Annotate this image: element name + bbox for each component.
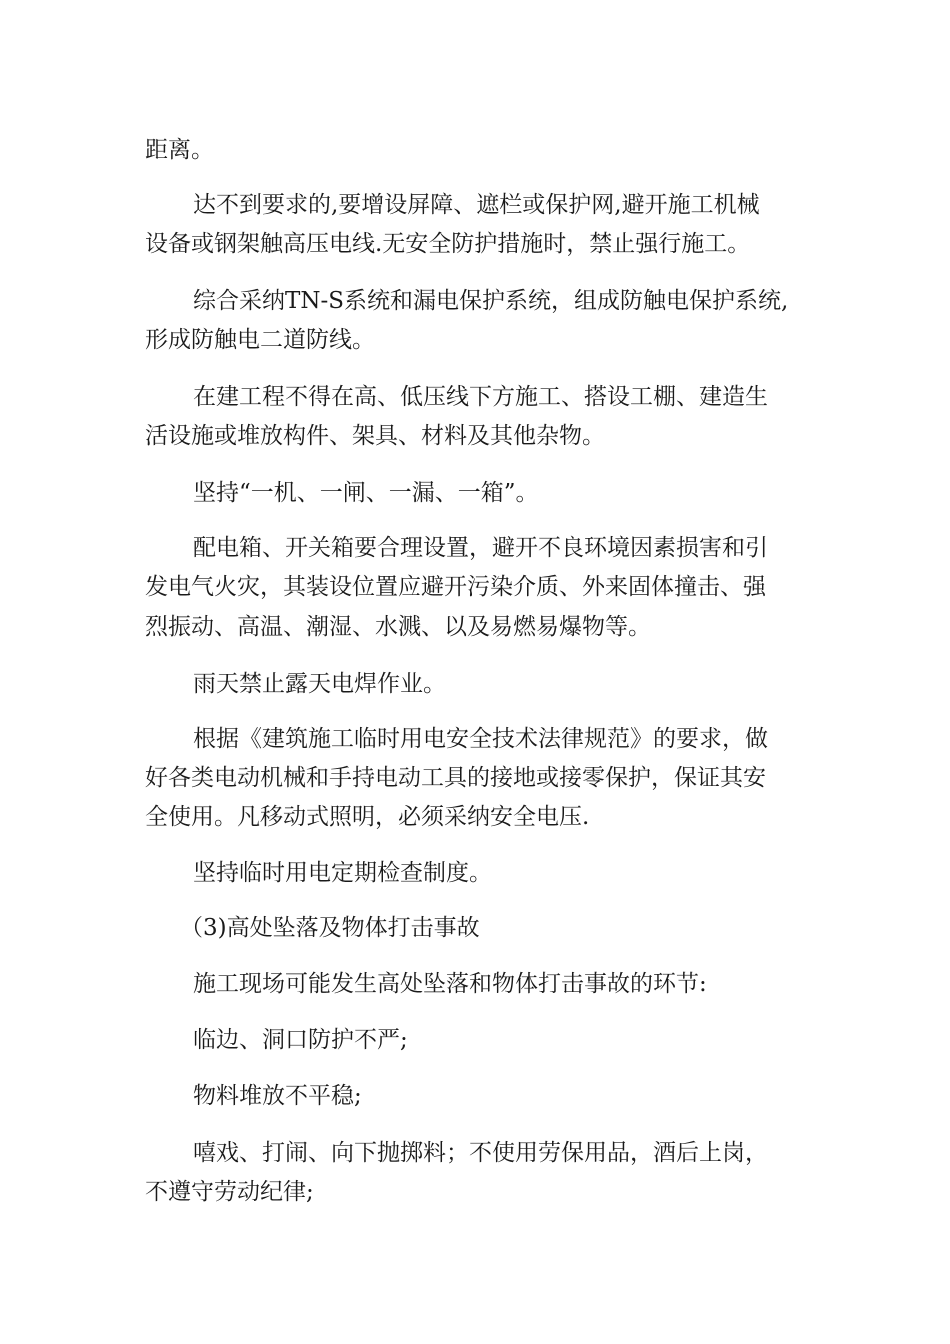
text-line: 配电箱、开关箱要合理设置，避开不良环境因素损害和引 (193, 535, 768, 561)
text-line: 发电气火灾，其装设位置应避开污染介质、外来固体撞击、强 (145, 574, 766, 600)
text-line: 形成防触电二道防线。 (145, 327, 375, 353)
text-line: 达不到要求的,要增设屏障、遮栏或保护网,避开施工机械 (193, 192, 760, 218)
text-line: 坚持“一机、一闸、一漏、一箱”。 (193, 480, 539, 506)
text-line: 根据《建筑施工临时用电安全技术法律规范》的要求，做 (193, 726, 768, 752)
text-line: 临边、洞口防护不严; (193, 1027, 408, 1053)
section-heading: （3)高处坠落及物体打击事故 (180, 915, 480, 941)
text-line: 综合采纳TN-S系统和漏电保护系统，组成防触电保护系统, (193, 288, 789, 314)
text-line: 好各类电动机械和手持电动工具的接地或接零保护，保证其安 (145, 765, 766, 791)
text-line: 嘻戏、打闹、向下抛掷料；不使用劳保用品，酒后上岗， (193, 1140, 768, 1166)
text-line: 距离。 (145, 137, 214, 163)
text-line: 物料堆放不平稳; (193, 1083, 362, 1109)
text-line: 坚持临时用电定期检查制度。 (193, 860, 492, 886)
text-line: 雨天禁止露天电焊作业。 (193, 671, 446, 697)
text-line: 烈振动、高温、潮湿、水溅、以及易燃易爆物等。 (145, 614, 651, 640)
text-line: 全使用。凡移动式照明，必须采纳安全电压. (145, 804, 590, 830)
text-line: 活设施或堆放构件、架具、材料及其他杂物。 (145, 423, 605, 449)
text-line: 施工现场可能发生高处坠落和物体打击事故的环节: (193, 971, 707, 997)
text-line: 设备或钢架触高压电线.无安全防护措施时，禁止强行施工。 (145, 231, 751, 257)
text-line: 在建工程不得在高、低压线下方施工、搭设工棚、建造生 (193, 384, 768, 410)
text-line: 不遵守劳动纪律; (145, 1179, 314, 1205)
